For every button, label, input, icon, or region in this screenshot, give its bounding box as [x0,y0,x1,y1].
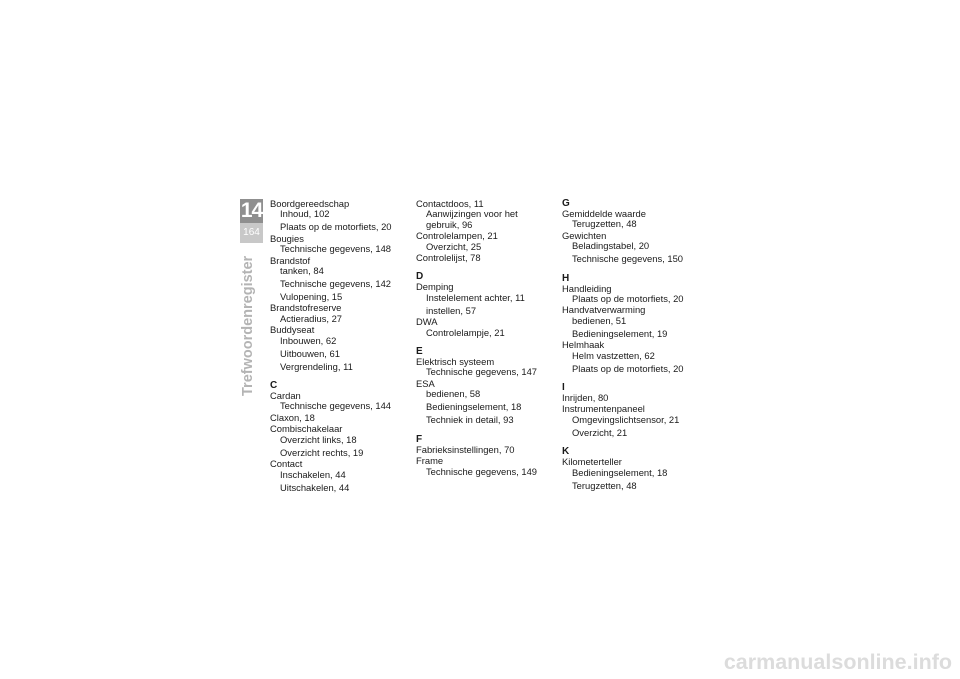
index-subentry: bedienen, 51 [572,314,627,326]
index-term: DWA [416,316,438,328]
watermark: carmanualsonline.info [723,650,952,674]
chapter-tab [240,199,263,243]
index-term: Gewichten [562,229,607,241]
index-subentry: Inschakelen, 44 [280,468,346,480]
index-term: ESA [416,377,435,389]
index-entry [416,231,556,252]
index-subentry: Overzicht links, 18 [280,433,357,445]
index-subentry: Techniek in detail, 93 [426,414,514,426]
index-term: Gemiddelde waarde [562,208,646,219]
index-entry [416,456,556,477]
index-entry [416,317,556,338]
index-subentry: Terugzetten, 48 [572,479,637,491]
index-column-2 [416,199,556,477]
index-term: Kilometerteller [562,456,622,468]
index-subentry: Actieradius, 27 [280,312,343,324]
index-letter-heading: C [270,380,278,392]
index-subentry: Inbouwen, 62 [280,334,337,346]
index-subentry: instellen, 57 [426,304,477,316]
index-term: Frame [416,455,444,467]
index-term: Handvatverwarming [562,304,646,316]
index-term: Elektrisch systeem [416,356,495,368]
index-subentry: Technische gegevens, 150 [572,253,684,265]
index-letter-heading: F [416,433,423,445]
index-column-3 [562,199,702,491]
index-term: Brandstof [270,254,311,266]
index-subentry: Overzicht, 21 [572,426,628,438]
index-subentry: Instelelement achter, 11 [426,291,525,303]
index-column-1 [270,199,410,493]
index-entry [562,404,702,438]
index-subentry: Technische gegevens, 149 [426,465,538,477]
page-number: 164 [240,223,263,243]
section-title-vertical: Trefwoordenregister [240,255,256,396]
index-entry [562,209,702,230]
index-term: Instrumentenpaneel [562,403,645,415]
index-term: Helmhaak [562,339,605,351]
index-subentry: Plaats op de motorfiets, 20 [280,221,392,233]
index-term: Fabrieksinstellingen, 70 [416,443,515,455]
index-subentry: Omgevingslichtsensor, 21 [572,413,680,425]
index-subentry: Technische gegevens, 144 [280,400,392,412]
index-subentry: Plaats op de motorfiets, 20 [572,362,684,374]
index-subentry: bedienen, 58 [426,388,481,400]
index-letter-heading: H [562,272,570,284]
index-term: Boordgereedschap [270,198,350,209]
index-subentry: Terugzetten, 48 [572,218,637,230]
index-subentry: Uitschakelen, 44 [280,481,350,493]
index-entry [416,282,556,316]
index-term: Inrijden, 80 [562,392,609,404]
index-entry [270,459,410,493]
index-subentry: Technische gegevens, 142 [280,278,392,290]
index-subentry: Aanwijzingen voor het gebruik, 96 [426,208,518,230]
index-entry [416,253,556,263]
index-entry [562,284,702,305]
index-entry [270,256,410,303]
index-entry [562,457,702,491]
index-letter-heading: D [416,271,424,283]
index-subentry: Inhoud, 102 [280,208,330,220]
index-letter-heading: E [416,346,423,358]
index-entry [416,199,556,230]
index-term: Contact [270,458,303,470]
index-entry [270,199,410,233]
index-subentry: Vergrendeling, 11 [280,360,353,372]
index-term: Claxon, 18 [270,411,315,423]
index-term: Brandstofreserve [270,302,342,314]
index-subentry: Controlelampje, 21 [426,326,505,338]
index-term: Demping [416,281,454,293]
index-entry [562,340,702,374]
index-term: Bougies [270,232,304,244]
index-term: Controlelijst, 78 [416,252,481,264]
index-subentry: Beladingstabel, 20 [572,240,650,252]
chapter-number: 14 [240,199,263,222]
index-entry [562,231,702,265]
index-letter-heading: I [562,382,565,394]
index-subentry: tanken, 84 [280,265,324,277]
index-term: Combischakelaar [270,423,343,435]
index-entry [270,325,410,372]
index-term: Cardan [270,390,301,402]
index-entry [562,305,702,339]
index-subentry: Bedieningselement, 18 [572,466,668,478]
index-entry [416,379,556,426]
index-entry [562,393,702,403]
index-subentry: Helm vastzetten, 62 [572,349,655,361]
index-entry [270,413,410,423]
index-letter-heading: K [562,446,570,458]
index-subentry: Overzicht rechts, 19 [280,446,364,458]
index-term: Controlelampen, 21 [416,230,498,242]
index-entry [270,234,410,255]
index-entry [416,445,556,455]
index-subentry: Bedieningselement, 18 [426,401,522,413]
index-term: Contactdoos, 11 [416,198,484,209]
index-entry [416,357,556,378]
index-subentry: Technische gegevens, 147 [426,366,538,378]
index-subentry: Overzicht, 25 [426,240,482,252]
index-subentry: Uitbouwen, 61 [280,347,340,359]
index-term: Buddyseat [270,324,315,336]
index-letter-heading: G [562,198,570,209]
index-subentry: Technische gegevens, 148 [280,243,392,255]
index-entry [270,303,410,324]
index-subentry: Bedieningselement, 19 [572,327,668,339]
index-term: Handleiding [562,282,612,294]
index-entry [270,424,410,458]
index-subentry: Plaats op de motorfiets, 20 [572,293,684,305]
index-entry [270,391,410,412]
index-subentry: Vulopening, 15 [280,291,343,303]
